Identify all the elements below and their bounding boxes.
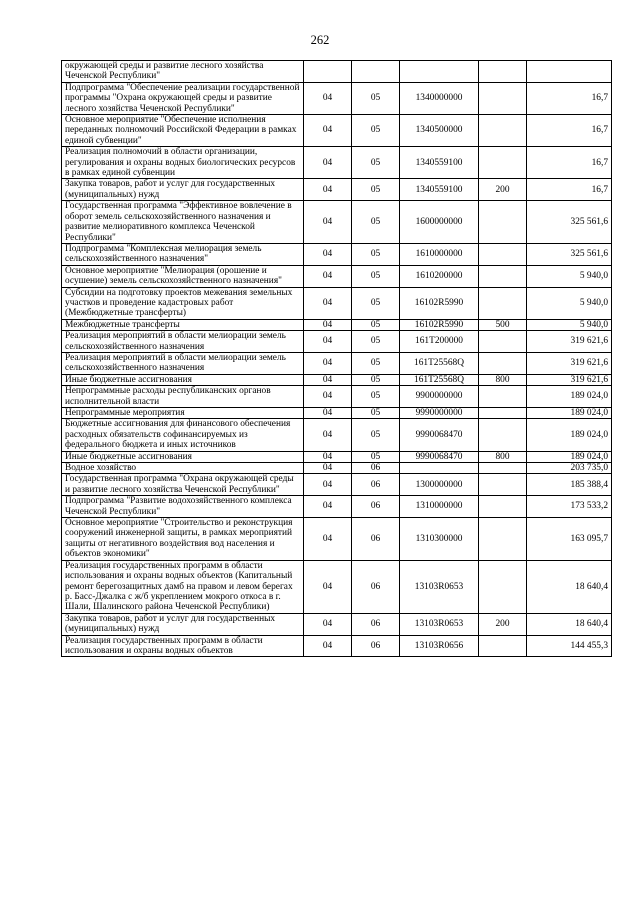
table-row [62,451,612,462]
table-row [62,408,612,419]
row-amount-cell: 144 455,3 [527,635,612,657]
table-row [62,419,612,451]
row-section-cell: 04 [304,408,352,419]
row-name-cell: Государственная программа "Охрана окружающей среды и развитие лесного хозяйства Чеченской Республики" [62,474,304,496]
row-name-cell: Непрограммные мероприятия [62,408,304,419]
table-row [62,319,612,330]
table-row [62,331,612,353]
row-expense-type-cell [479,635,527,657]
row-expense-type-cell [479,518,527,561]
row-expense-type-cell: 800 [479,374,527,385]
row-subsection-cell: 06 [352,474,400,496]
row-amount-cell [527,61,612,83]
row-section-cell: 04 [304,451,352,462]
row-name-cell: Иные бюджетные ассигнования [62,451,304,462]
table-row [62,243,612,265]
row-subsection-cell: 05 [352,419,400,451]
row-amount-cell: 18 640,4 [527,560,612,613]
row-name-cell: Межбюджетные трансферты [62,319,304,330]
row-expense-type-cell [479,115,527,147]
row-amount-cell: 203 735,0 [527,463,612,474]
row-section-cell: 04 [304,331,352,353]
row-amount-cell: 189 024,0 [527,408,612,419]
table-row [62,147,612,179]
row-section-cell: 04 [304,386,352,408]
row-subsection-cell: 06 [352,635,400,657]
row-section-cell: 04 [304,635,352,657]
row-amount-cell: 5 940,0 [527,287,612,319]
row-subsection-cell: 06 [352,518,400,561]
row-amount-cell: 16,7 [527,115,612,147]
row-target-article-cell: 1610200000 [400,265,479,287]
row-amount-cell: 189 024,0 [527,451,612,462]
row-subsection-cell: 05 [352,331,400,353]
row-name-cell: Закупка товаров, работ и услуг для государственных (муниципальных) нужд [62,179,304,201]
row-expense-type-cell: 800 [479,451,527,462]
row-expense-type-cell: 200 [479,613,527,635]
row-target-article-cell: 13103R0653 [400,560,479,613]
row-target-article-cell: 1310300000 [400,518,479,561]
row-expense-type-cell [479,201,527,244]
row-name-cell: Основное мероприятие "Строительство и реконструкция сооружений инженерной защиты, в рамках мероприятий защиты от негативного воздействия вод населения и объектов экономики" [62,518,304,561]
row-expense-type-cell [479,82,527,114]
row-name-cell: Основное мероприятие "Мелиорация (орошение и осушение) земель сельскохозяйственного назначения" [62,265,304,287]
row-amount-cell: 185 388,4 [527,474,612,496]
row-section-cell: 04 [304,201,352,244]
row-expense-type-cell [479,352,527,374]
row-section-cell: 04 [304,613,352,635]
row-section-cell: 04 [304,496,352,518]
row-target-article-cell: 16102R5990 [400,287,479,319]
row-expense-type-cell [479,386,527,408]
row-target-article-cell: 161T25568Q [400,352,479,374]
row-expense-type-cell [479,408,527,419]
row-amount-cell: 319 621,6 [527,352,612,374]
row-amount-cell: 163 095,7 [527,518,612,561]
row-name-cell: Иные бюджетные ассигнования [62,374,304,385]
row-target-article-cell: 1600000000 [400,201,479,244]
row-target-article-cell: 1340500000 [400,115,479,147]
row-amount-cell: 189 024,0 [527,419,612,451]
table-row [62,115,612,147]
row-expense-type-cell [479,61,527,83]
row-expense-type-cell [479,243,527,265]
row-target-article-cell: 1340559100 [400,179,479,201]
row-subsection-cell [352,61,400,83]
row-amount-cell: 5 940,0 [527,265,612,287]
row-name-cell: Подпрограмма "Развитие водохозяйственного комплекса Чеченской Республики" [62,496,304,518]
row-name-cell: Водное хозяйство [62,463,304,474]
row-target-article-cell: 1340559100 [400,147,479,179]
table-row [62,82,612,114]
row-expense-type-cell [479,419,527,451]
row-target-article-cell: 1340000000 [400,82,479,114]
row-expense-type-cell [479,496,527,518]
row-subsection-cell: 05 [352,201,400,244]
row-name-cell: Реализация мероприятий в области мелиорации земель сельскохозяйственного назначения [62,331,304,353]
row-subsection-cell: 05 [352,352,400,374]
row-name-cell: Закупка товаров, работ и услуг для государственных (муниципальных) нужд [62,613,304,635]
row-target-article-cell: 13103R0653 [400,613,479,635]
row-subsection-cell: 06 [352,560,400,613]
table-row [62,613,612,635]
row-section-cell: 04 [304,243,352,265]
row-section-cell: 04 [304,179,352,201]
row-section-cell: 04 [304,560,352,613]
row-subsection-cell: 05 [352,386,400,408]
row-section-cell: 04 [304,265,352,287]
table-row [62,518,612,561]
row-target-article-cell: 13103R0656 [400,635,479,657]
table-row [62,61,612,83]
page-number: 262 [310,33,330,47]
row-amount-cell: 189 024,0 [527,386,612,408]
row-section-cell: 04 [304,463,352,474]
table-row [62,386,612,408]
row-subsection-cell: 05 [352,408,400,419]
row-target-article-cell: 1610000000 [400,243,479,265]
row-amount-cell: 173 533,2 [527,496,612,518]
table-row [62,179,612,201]
budget-table-body [62,61,612,657]
row-name-cell: Реализация полномочий в области организации, регулирования и охраны водных биологических ресурсов в рамках единой субвенции [62,147,304,179]
row-section-cell: 04 [304,115,352,147]
row-target-article-cell: 1310000000 [400,496,479,518]
row-section-cell: 04 [304,147,352,179]
row-subsection-cell: 06 [352,463,400,474]
row-expense-type-cell [479,147,527,179]
row-expense-type-cell [479,287,527,319]
row-expense-type-cell [479,463,527,474]
row-subsection-cell: 05 [352,179,400,201]
table-row [62,265,612,287]
row-expense-type-cell [479,474,527,496]
row-target-article-cell: 161T25568Q [400,374,479,385]
row-name-cell: Субсидии на подготовку проектов межевания земельных участков и проведение кадастровых работ (Межбюджетные трансферты) [62,287,304,319]
row-subsection-cell: 05 [352,319,400,330]
row-section-cell: 04 [304,352,352,374]
row-target-article-cell [400,61,479,83]
row-section-cell [304,61,352,83]
row-name-cell: Реализация мероприятий в области мелиорации земель сельскохозяйственного назначения [62,352,304,374]
table-row [62,201,612,244]
table-row [62,374,612,385]
row-amount-cell: 18 640,4 [527,613,612,635]
table-row [62,635,612,657]
row-name-cell: Основное мероприятие "Обеспечение исполнения переданных полномочий Российской Федерации в рамках единой субвенции" [62,115,304,147]
table-row [62,287,612,319]
row-subsection-cell: 05 [352,82,400,114]
row-amount-cell: 16,7 [527,147,612,179]
row-expense-type-cell [479,331,527,353]
row-name-cell: окружающей среды и развитие лесного хозяйства Чеченской Республики" [62,61,304,83]
table-row [62,463,612,474]
table-row [62,352,612,374]
row-subsection-cell: 05 [352,147,400,179]
row-section-cell: 04 [304,82,352,114]
row-subsection-cell: 05 [352,115,400,147]
row-subsection-cell: 05 [352,265,400,287]
row-target-article-cell: 161T200000 [400,331,479,353]
row-section-cell: 04 [304,319,352,330]
row-target-article-cell: 16102R5990 [400,319,479,330]
row-amount-cell: 325 561,6 [527,243,612,265]
table-row [62,474,612,496]
table-row [62,560,612,613]
row-amount-cell: 325 561,6 [527,201,612,244]
row-section-cell: 04 [304,419,352,451]
row-amount-cell: 16,7 [527,179,612,201]
row-subsection-cell: 05 [352,287,400,319]
row-amount-cell: 5 940,0 [527,319,612,330]
row-target-article-cell: 9900000000 [400,386,479,408]
row-section-cell: 04 [304,474,352,496]
row-name-cell: Подпрограмма "Комплексная мелиорация земель сельскохозяйственного назначения" [62,243,304,265]
row-section-cell: 04 [304,374,352,385]
row-subsection-cell: 05 [352,451,400,462]
budget-table [61,60,612,657]
row-amount-cell: 319 621,6 [527,331,612,353]
row-target-article-cell: 9990068470 [400,419,479,451]
row-name-cell: Непрограммные расходы республиканских органов исполнительной власти [62,386,304,408]
row-target-article-cell: 9990068470 [400,451,479,462]
row-amount-cell: 319 621,6 [527,374,612,385]
row-name-cell: Реализация государственных программ в области использования и охраны водных объектов [62,635,304,657]
row-subsection-cell: 05 [352,243,400,265]
row-section-cell: 04 [304,518,352,561]
row-expense-type-cell [479,560,527,613]
row-section-cell: 04 [304,287,352,319]
row-expense-type-cell [479,265,527,287]
row-name-cell: Бюджетные ассигнования для финансового обеспечения расходных обязательств софинансируемых из федерального бюджета и иных источников [62,419,304,451]
row-subsection-cell: 06 [352,496,400,518]
row-subsection-cell: 05 [352,374,400,385]
row-amount-cell: 16,7 [527,82,612,114]
row-expense-type-cell: 500 [479,319,527,330]
table-row [62,496,612,518]
row-expense-type-cell: 200 [479,179,527,201]
row-target-article-cell [400,463,479,474]
row-target-article-cell: 9990000000 [400,408,479,419]
row-name-cell: Государственная программа "Эффективное вовлечение в оборот земель сельскохозяйственного назначения и развитие мелиоративного комплекса Чеченской Республики" [62,201,304,244]
row-name-cell: Подпрограмма "Обеспечение реализации государственной программы "Охрана окружающей среды и развитие лесного хозяйства Чеченской Республики" [62,82,304,114]
row-name-cell: Реализация государственных программ в области использования и охраны водных объектов (Капитальный ремонт берегозащитных дамб на правом и левом берегах р. Басс-Джалка с ж/б укреплением мокрого откоса в г. Шали, Шалинского района Чеченской Республики) [62,560,304,613]
row-subsection-cell: 06 [352,613,400,635]
row-target-article-cell: 1300000000 [400,474,479,496]
